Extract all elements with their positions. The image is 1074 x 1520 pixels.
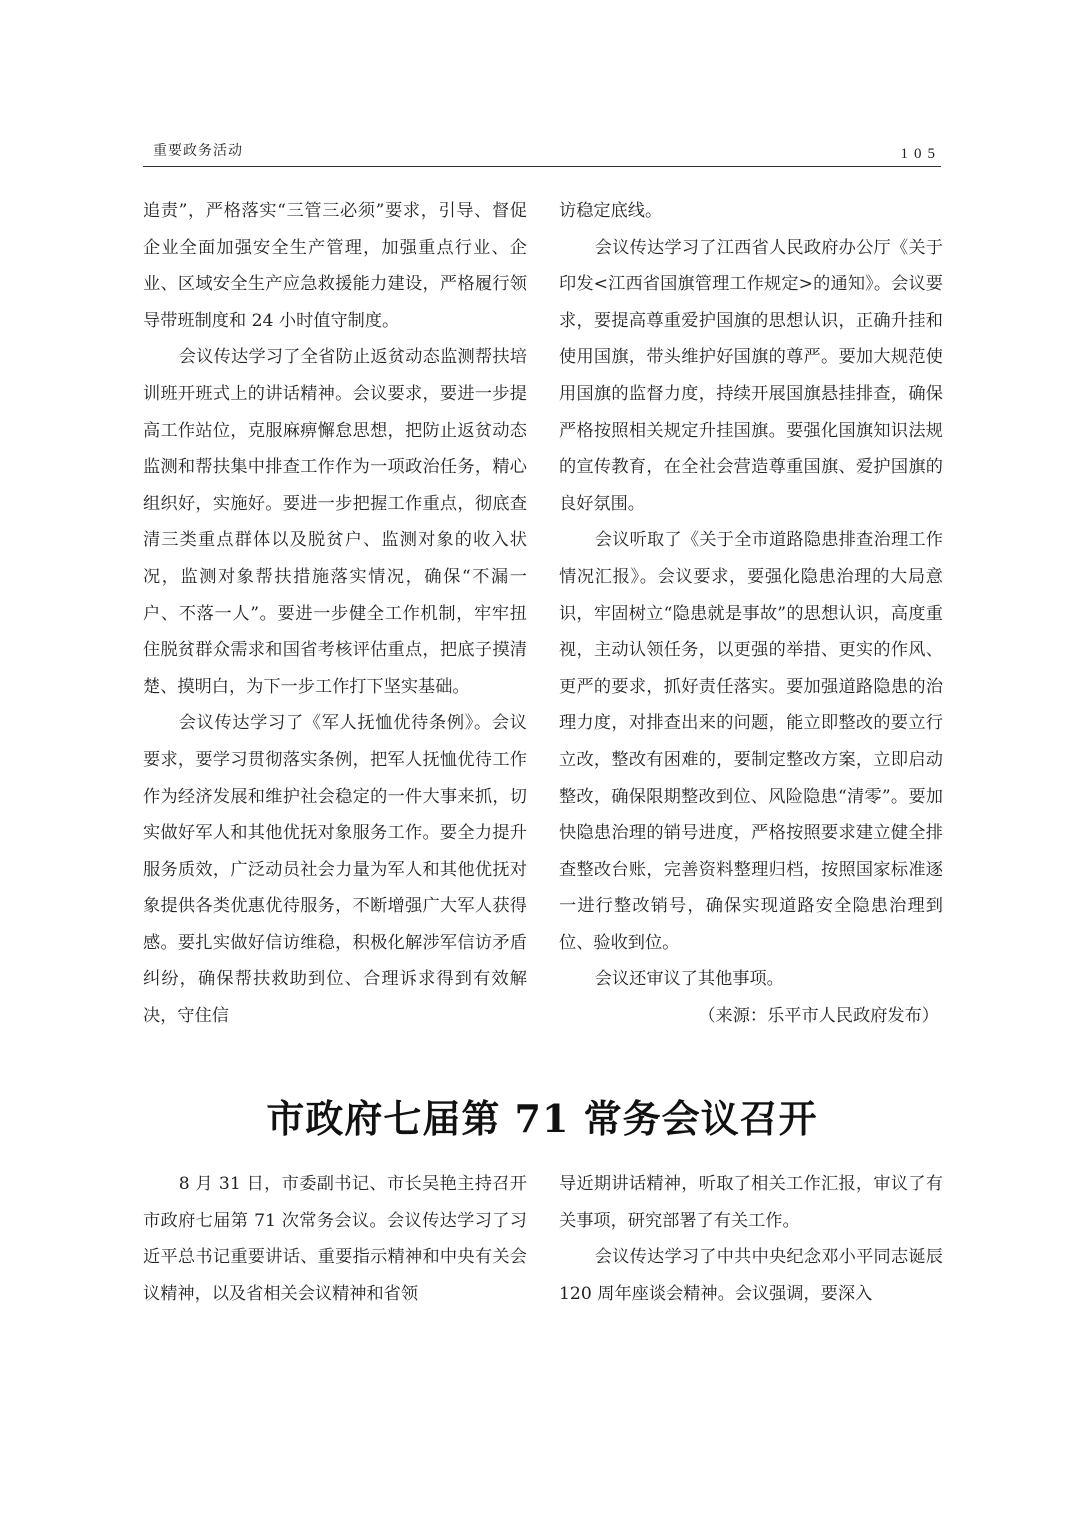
running-header bbox=[143, 138, 941, 167]
paragraph: 会议听取了《关于全市道路隐患排查治理工作情况汇报》。会议要求，要强化隐患治理的大局意识，牢固树立“隐患就是事故”的思想认识，高度重视，主动认领任务，以更强的举措、更实的作风、更严的要求，抓好责任落实。要加强道路隐患的治理力度，对排查出来的问题，能立即整改的要立行立改，整改有困难的，要制定整改方案，立即启动整改，确保限期整改到位、风险隐患“清零”。要加快隐患治理的销号进度，严格按照要求建立健全排查整改台账，完善资料整理归档，按照国家标准逐一进行整改销号，确保实现道路安全隐患治理到位、验收到位。 bbox=[559, 530, 943, 953]
paragraph: 8 月 31 日，市委副书记、市长吴艳主持召开市政府七届第 71 次常务会议。会议传达学习了习近平总书记重要讲话、重要指示精神和中央有关会议精神，以及省相关会议精神和省领 bbox=[143, 1174, 527, 1304]
page-number: 105 bbox=[900, 146, 941, 162]
article1-left-column bbox=[143, 193, 527, 1035]
paragraph: 导近期讲话精神，听取了相关工作汇报，审议了有关事项，研究部署了有关工作。 bbox=[559, 1174, 943, 1231]
paragraph: 会议传达学习了《军人抚恤优待条例》。会议要求，要学习贯彻落实条例，把军人抚恤优待工作作为经济发展和维护社会稳定的一件大事来抓，切实做好军人和其他优抚对象服务工作。要全力提升服务质效，广泛动员社会力量为军人和其他优抚对象提供各类优惠优待服务，不断增强广大军人获得感。要扎实做好信访维稳，积极化解涉军信访矛盾纠纷，确保帮扶救助到位、合理诉求得到有效解决，守住信 bbox=[143, 713, 527, 1027]
article1-right-column bbox=[559, 193, 943, 1035]
article2-left-column bbox=[143, 1166, 527, 1312]
paragraph: 会议传达学习了江西省人民政府办公厅《关于印发<江西省国旗管理工作规定>的通知》。会议要求，要提高尊重爱护国旗的思想认识，正确升挂和使用国旗，带头维护好国旗的尊严。要加大规范使用国旗的监督力度，持续开展国旗悬挂排查，确保严格按照相关规定升挂国旗。要强化国旗知识法规的宣传教育，在全社会营造尊重国旗、爱护国旗的良好氛围。 bbox=[559, 237, 943, 514]
section-label: 重要政务活动 bbox=[153, 143, 243, 159]
paragraph: 会议传达学习了中共中央纪念邓小平同志诞辰 120 周年座谈会精神。会议强调，要深入 bbox=[559, 1247, 943, 1304]
article-title: 市政府七届第 71 常务会议召开 bbox=[266, 1096, 818, 1141]
paragraph: 会议传达学习了全省防止返贫动态监测帮扶培训班开班式上的讲话精神。会议要求，要进一步提高工作站位，克服麻痹懈怠思想，把防止返贫动态监测和帮扶集中排查工作作为一项政治任务，精心组织好，实施好。要进一步把握工作重点，彻底查清三类重点群体以及脱贫户、监测对象的收入状况，监测对象帮扶措施落实情况，确保“不漏一户、不落一人”。要进一步健全工作机制，牢牢扭住脱贫群众需求和国省考核评估重点，把底子摸清楚、摸明白，为下一步工作打下坚实基础。 bbox=[143, 347, 527, 697]
source-attribution: （来源：乐平市人民政府发布） bbox=[698, 1006, 939, 1027]
paragraph: 会议还审议了其他事项。 bbox=[594, 969, 784, 990]
article2-right-column bbox=[559, 1166, 943, 1312]
paragraph: 追责”，严格落实“三管三必须”要求，引导、督促企业全面加强安全生产管理，加强重点行业、企业、区域安全生产应急救援能力建设，严格履行领导带班制度和 24 小时值守制度。 bbox=[143, 201, 527, 331]
paragraph: 访稳定底线。 bbox=[559, 201, 663, 221]
